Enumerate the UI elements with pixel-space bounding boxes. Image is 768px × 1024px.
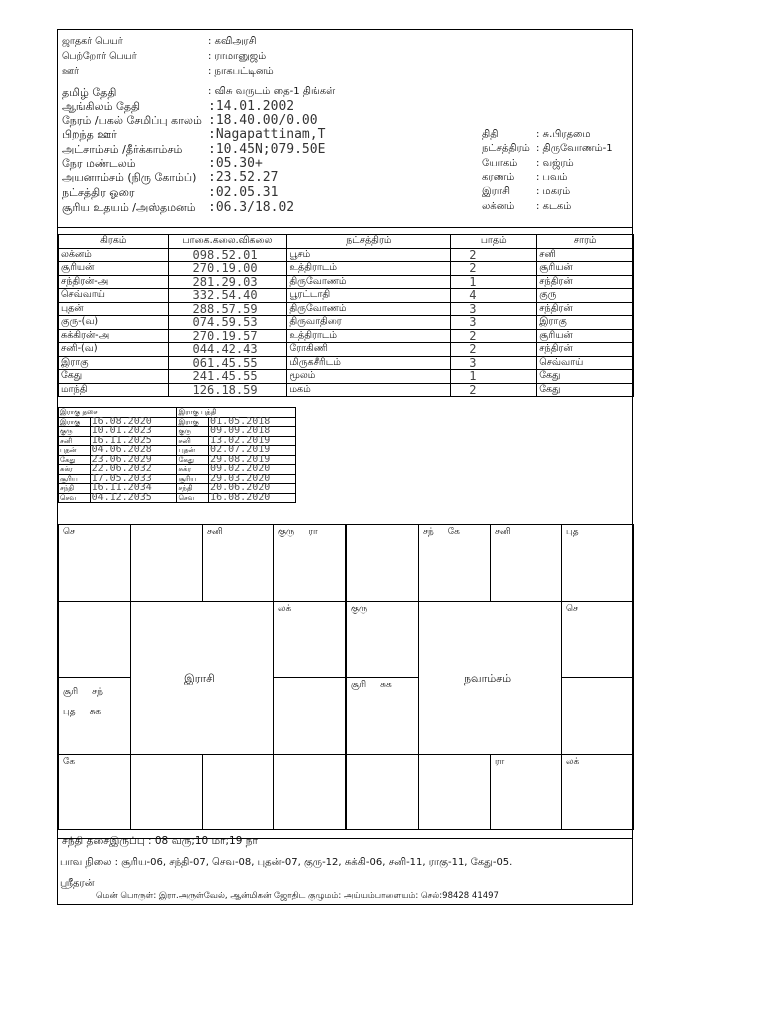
table-cell: புதன் — [59, 302, 169, 316]
navamsa-cell-3: சனி — [490, 524, 562, 602]
navamsa-cell-4: புத — [561, 524, 634, 602]
rasi-cell-6 — [273, 677, 346, 755]
table-cell: 061.45.55 — [168, 356, 287, 370]
field-label: சூரிய உதயம் /அஸ்தமனம் — [62, 201, 196, 214]
bhukti-header: இராகு புத்தி — [177, 408, 296, 418]
dasa-bhukti-table — [58, 407, 296, 503]
column-header: சாரம் — [537, 235, 634, 249]
table-row — [59, 275, 634, 289]
table-cell: சந்திரன் — [537, 275, 634, 289]
rasi-cell-1: செ — [58, 524, 131, 602]
dasa-cell: இராகு — [59, 417, 91, 427]
field-label: தமிழ் தேதி — [62, 86, 117, 99]
table-cell: 1 — [451, 370, 537, 384]
table-row — [59, 329, 634, 343]
navamsa-cell-8: ரா — [490, 754, 562, 830]
navamsa-cell-12: குரு — [346, 601, 419, 678]
dasa-row — [59, 493, 296, 503]
navamsa-cell-2: சந் கே — [418, 524, 491, 602]
table-cell: 126.18.59 — [168, 383, 287, 397]
field-value: : விசு வருடம் தை-1 திங்கள் — [208, 86, 336, 97]
dasa-cell: சூரிய — [177, 474, 209, 484]
field-label: நேரம் /பகல் சேமிப்பு காலம் — [62, 114, 202, 127]
table-cell: மகம் — [287, 383, 451, 397]
field-value: :10.45N;079.50E — [208, 142, 326, 157]
dasa-balance: சந்தி தசைஇருப்பு : 08 வரு;10 மா;19 நா — [62, 835, 258, 847]
table-cell: சந்திரன்-அ — [59, 275, 169, 289]
table-cell: குரு-(வ) — [59, 316, 169, 330]
table-cell: திருவாதிரை — [287, 316, 451, 330]
field-label: பிறந்த ஊர் — [62, 128, 117, 141]
table-cell: லக்னம் — [59, 248, 169, 262]
table-cell: மிருகசீரிடம் — [287, 356, 451, 370]
rasi-cell-9 — [130, 754, 203, 830]
table-cell: 2 — [451, 329, 537, 343]
dasa-cell: 09.02.2020 — [209, 465, 296, 475]
column-header: கிரகம் — [59, 235, 169, 249]
field-value: :06.3/18.02 — [208, 200, 295, 215]
table-cell: சூரியன் — [59, 262, 169, 276]
navamsa-cell-1 — [346, 524, 419, 602]
rasi-cell-2 — [130, 524, 203, 602]
table-cell: கேது — [59, 370, 169, 384]
rasi-title: இராசி — [184, 672, 215, 685]
dasa-cell: புதன் — [59, 446, 91, 456]
planet-position-table — [58, 234, 634, 397]
table-cell: சூரியன் — [537, 329, 634, 343]
field-label: அயனாம்சம் (நிரு கோம்ப்) — [62, 171, 197, 184]
panchang-value: : மகரம் — [536, 186, 571, 197]
table-row — [59, 248, 634, 262]
field-label: ஜாதகர் பெயர் — [62, 36, 123, 47]
dasa-cell: 20.06.2020 — [209, 484, 296, 494]
panchang-label: கரணம் — [482, 172, 515, 183]
field-value: : ராமானுஜம் — [208, 51, 267, 62]
field-value: : நாகபட்டினம் — [208, 66, 274, 77]
dasa-cell: குரு — [59, 427, 91, 437]
table-cell: மாந்தி — [59, 383, 169, 397]
panchang-value: : சு.பிரதமை — [536, 129, 591, 140]
table-row — [59, 383, 634, 397]
astrologer-name: ஸ்ரீதரன் — [60, 878, 95, 889]
table-cell: மூலம் — [287, 370, 451, 384]
table-cell: சந்திரன் — [537, 343, 634, 357]
column-header: பாதம் — [451, 235, 537, 249]
navamsa-chart — [346, 524, 634, 830]
table-row — [59, 370, 634, 384]
dasa-cell: 16.08.2020 — [209, 493, 296, 503]
horoscope-sheet — [57, 29, 633, 847]
panchang-value: : திருவோணம்-1 — [536, 143, 613, 154]
field-label: அட்சாம்சம் /தீர்க்காம்சம் — [62, 143, 183, 156]
table-cell: 281.29.03 — [168, 275, 287, 289]
table-cell: 241.45.55 — [168, 370, 287, 384]
field-value: :14.01.2002 — [208, 99, 295, 114]
table-cell: 2 — [451, 383, 537, 397]
panchang-label: லக்னம் — [482, 201, 515, 212]
table-cell: சனி-(வ) — [59, 343, 169, 357]
field-label: ஆங்கிலம் தேதி — [62, 100, 141, 113]
dasa-cell: சந்தி — [59, 484, 91, 494]
table-cell: 044.42.43 — [168, 343, 287, 357]
dasa-cell: கேது — [177, 455, 209, 465]
table-row — [59, 343, 634, 357]
dasa-cell: புதன் — [177, 446, 209, 456]
rasi-cell-3: சனி — [202, 524, 274, 602]
field-value: :02.05.31 — [208, 185, 279, 200]
rasi-cell-8 — [202, 754, 274, 830]
panchang-label: நட்சத்திரம் — [482, 143, 530, 154]
table-cell: சுக்கிரன்-அ — [59, 329, 169, 343]
dasa-cell: 04.06.2028 — [90, 446, 177, 456]
navamsa-cell-5: செ — [561, 601, 634, 678]
dasa-cell: 10.01.2023 — [90, 427, 177, 437]
field-label: பெற்றோர் பெயர் — [62, 51, 137, 62]
panchang-label: யோகம் — [482, 158, 518, 169]
table-cell: இராகு — [59, 356, 169, 370]
table-cell: 288.57.59 — [168, 302, 287, 316]
panchang-value: : வஜ்ரம் — [536, 158, 574, 169]
table-cell: பூசம் — [287, 248, 451, 262]
table-cell: உத்திராடம் — [287, 329, 451, 343]
bottom-rule — [57, 904, 633, 905]
field-value: : கவிஅரசி — [208, 36, 257, 47]
dasa-cell: 13.02.2019 — [209, 436, 296, 446]
left-rule — [57, 838, 58, 905]
navamsa-cell-9 — [418, 754, 491, 830]
navamsa-cell-6 — [561, 677, 634, 755]
column-header: பாகை.கலை.விகலை — [168, 235, 287, 249]
bhava-status: பாவ நிலை : சூரிய-06, சந்தி-07, செவ-08, புதன்-07, குரு-12, சுக்கி-06, சனி-11, ராகு-11, கேது-05. — [60, 857, 513, 868]
dasa-cell: 29.03.2020 — [209, 474, 296, 484]
rasi-cell-12 — [58, 601, 131, 678]
table-cell: உத்திராடம் — [287, 262, 451, 276]
table-cell: குரு — [537, 289, 634, 303]
table-cell: சூரியன் — [537, 262, 634, 276]
table-cell: 3 — [451, 302, 537, 316]
table-cell: 332.54.40 — [168, 289, 287, 303]
table-row — [59, 316, 634, 330]
panchang-label: திதி — [482, 129, 499, 140]
table-cell: 098.52.01 — [168, 248, 287, 262]
dasa-cell: 17.05.2033 — [90, 474, 177, 484]
navamsa-title: நவாம்சம் — [464, 672, 512, 685]
table-cell: செவ்வாய் — [59, 289, 169, 303]
table-cell: 074.59.53 — [168, 316, 287, 330]
field-value: :23.52.27 — [208, 170, 279, 185]
table-cell: கேது — [537, 370, 634, 384]
table-cell: 3 — [451, 316, 537, 330]
table-cell: 2 — [451, 343, 537, 357]
table-cell: செவ்வாய் — [537, 356, 634, 370]
dasa-cell: 23.06.2029 — [90, 455, 177, 465]
dasa-cell: 16.08.2020 — [90, 417, 177, 427]
dasa-cell: சனி — [59, 436, 91, 446]
panchang-value: : பவம் — [536, 172, 568, 183]
rasi-cell-10: கே — [58, 754, 131, 830]
dasa-cell: 29.08.2019 — [209, 455, 296, 465]
table-cell: 2 — [451, 248, 537, 262]
dasa-cell: செவ — [177, 493, 209, 503]
table-cell: சந்திரன் — [537, 302, 634, 316]
field-label: நேர மண்டலம் — [62, 157, 136, 170]
dasa-cell: 04.12.2035 — [90, 493, 177, 503]
table-row — [59, 302, 634, 316]
dasa-cell: சுக்ர — [177, 465, 209, 475]
table-cell: திருவோணம் — [287, 302, 451, 316]
dasa-cell: சந்தி — [177, 484, 209, 494]
table-cell: திருவோணம் — [287, 275, 451, 289]
table-row — [59, 289, 634, 303]
dasa-cell: சனி — [177, 436, 209, 446]
table-cell: சனி — [537, 248, 634, 262]
dasa-cell: 22.06.2032 — [90, 465, 177, 475]
right-rule — [632, 838, 633, 905]
dasa-cell: 02.07.2019 — [209, 446, 296, 456]
dasa-cell: சூரிய — [59, 474, 91, 484]
divider — [58, 227, 632, 228]
panchang-value: : கடகம் — [536, 201, 572, 212]
dasa-cell: சுக்ர — [59, 465, 91, 475]
table-cell: கேது — [537, 383, 634, 397]
rasi-cell-5: லக் — [273, 601, 346, 678]
table-cell: 270.19.57 — [168, 329, 287, 343]
column-header: நட்சத்திரம் — [287, 235, 451, 249]
table-cell: 3 — [451, 356, 537, 370]
dasa-cell: 01.05.2018 — [209, 417, 296, 427]
field-value: :05.30+ — [208, 156, 263, 171]
table-cell: 270.19.00 — [168, 262, 287, 276]
dasa-cell: இராகு — [177, 417, 209, 427]
field-label: ஊர் — [62, 66, 79, 77]
field-label: நட்சத்திர ஓரை — [62, 186, 135, 199]
software-credit: மென் பொருள்: இரா.அருள்வேல், ஆன்மிகன் ஜோதிட குழுமம்: அய்யம்பாளையம்: செல்:98428 41497 — [96, 891, 499, 901]
table-cell: 1 — [451, 275, 537, 289]
field-value: :Nagapattinam,T — [208, 127, 326, 142]
dasa-cell: குரு — [177, 427, 209, 437]
dasa-cell: செவ — [59, 493, 91, 503]
navamsa-cell-11: சூரி சுக — [346, 677, 419, 755]
table-cell: இராகு — [537, 316, 634, 330]
rasi-cell-11: சூரி சந் புத சுக — [58, 677, 131, 755]
dasa-cell: 09.09.2018 — [209, 427, 296, 437]
navamsa-cell-10 — [346, 754, 419, 830]
table-cell: 4 — [451, 289, 537, 303]
table-cell: ரோகிணி — [287, 343, 451, 357]
dasa-cell: கேது — [59, 455, 91, 465]
panchang-label: இராசி — [482, 186, 510, 197]
table-cell: பூரட்டாதி — [287, 289, 451, 303]
table-row — [59, 356, 634, 370]
dasa-cell: 16.11.2025 — [90, 436, 177, 446]
table-cell: 2 — [451, 262, 537, 276]
navamsa-cell-7: லக் — [561, 754, 634, 830]
dasa-header: இராகு தசை — [59, 408, 177, 418]
table-row — [59, 262, 634, 276]
rasi-cell-4: குரு ரா — [273, 524, 346, 602]
field-value: :18.40.00/0.00 — [208, 113, 318, 128]
rasi-cell-7 — [273, 754, 346, 830]
rasi-chart — [58, 524, 346, 830]
dasa-cell: 16.11.2034 — [90, 484, 177, 494]
